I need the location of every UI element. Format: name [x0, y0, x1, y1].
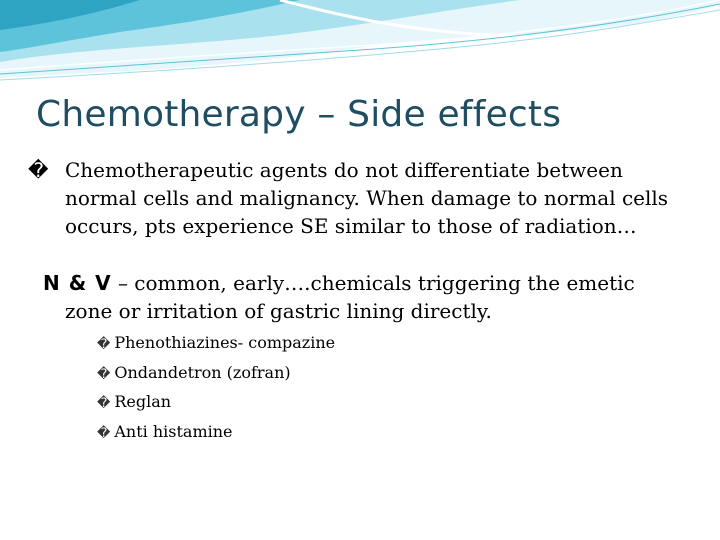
paragraph-text: Chemotherapeutic agents do not differentiate between normal cells and malignancy. When damage to normal cells occurs, pts experience SE similar to those of radiation…	[65, 158, 669, 238]
slide-title: Chemotherapy – Side effects	[36, 94, 562, 135]
checkbox-icon: �	[97, 337, 111, 352]
bullet-paragraph	[28, 156, 688, 240]
slide-body	[28, 156, 688, 447]
checkbox-icon: �	[97, 366, 111, 382]
list-item-text: Anti histamine	[114, 421, 233, 441]
header-wave-decoration	[0, 0, 720, 90]
drug-list	[97, 329, 688, 447]
list-item-text: Reglan	[114, 392, 172, 411]
nv-paragraph	[28, 269, 688, 325]
checkbox-icon: �	[97, 396, 111, 411]
list-item	[97, 418, 688, 448]
list-item-text: Phenothiazines- compazine	[114, 333, 336, 352]
list-item	[97, 329, 688, 359]
bullet-marker-icon: �	[28, 158, 49, 182]
nv-heading: N & V	[43, 271, 112, 295]
list-item-text: Ondandetron (zofran)	[114, 362, 291, 382]
list-item	[97, 388, 688, 418]
list-item	[97, 359, 688, 389]
nv-text: – common, early….chemicals triggering the emetic zone or irritation of gastric lining directly.	[65, 271, 635, 323]
checkbox-icon: �	[97, 425, 111, 441]
